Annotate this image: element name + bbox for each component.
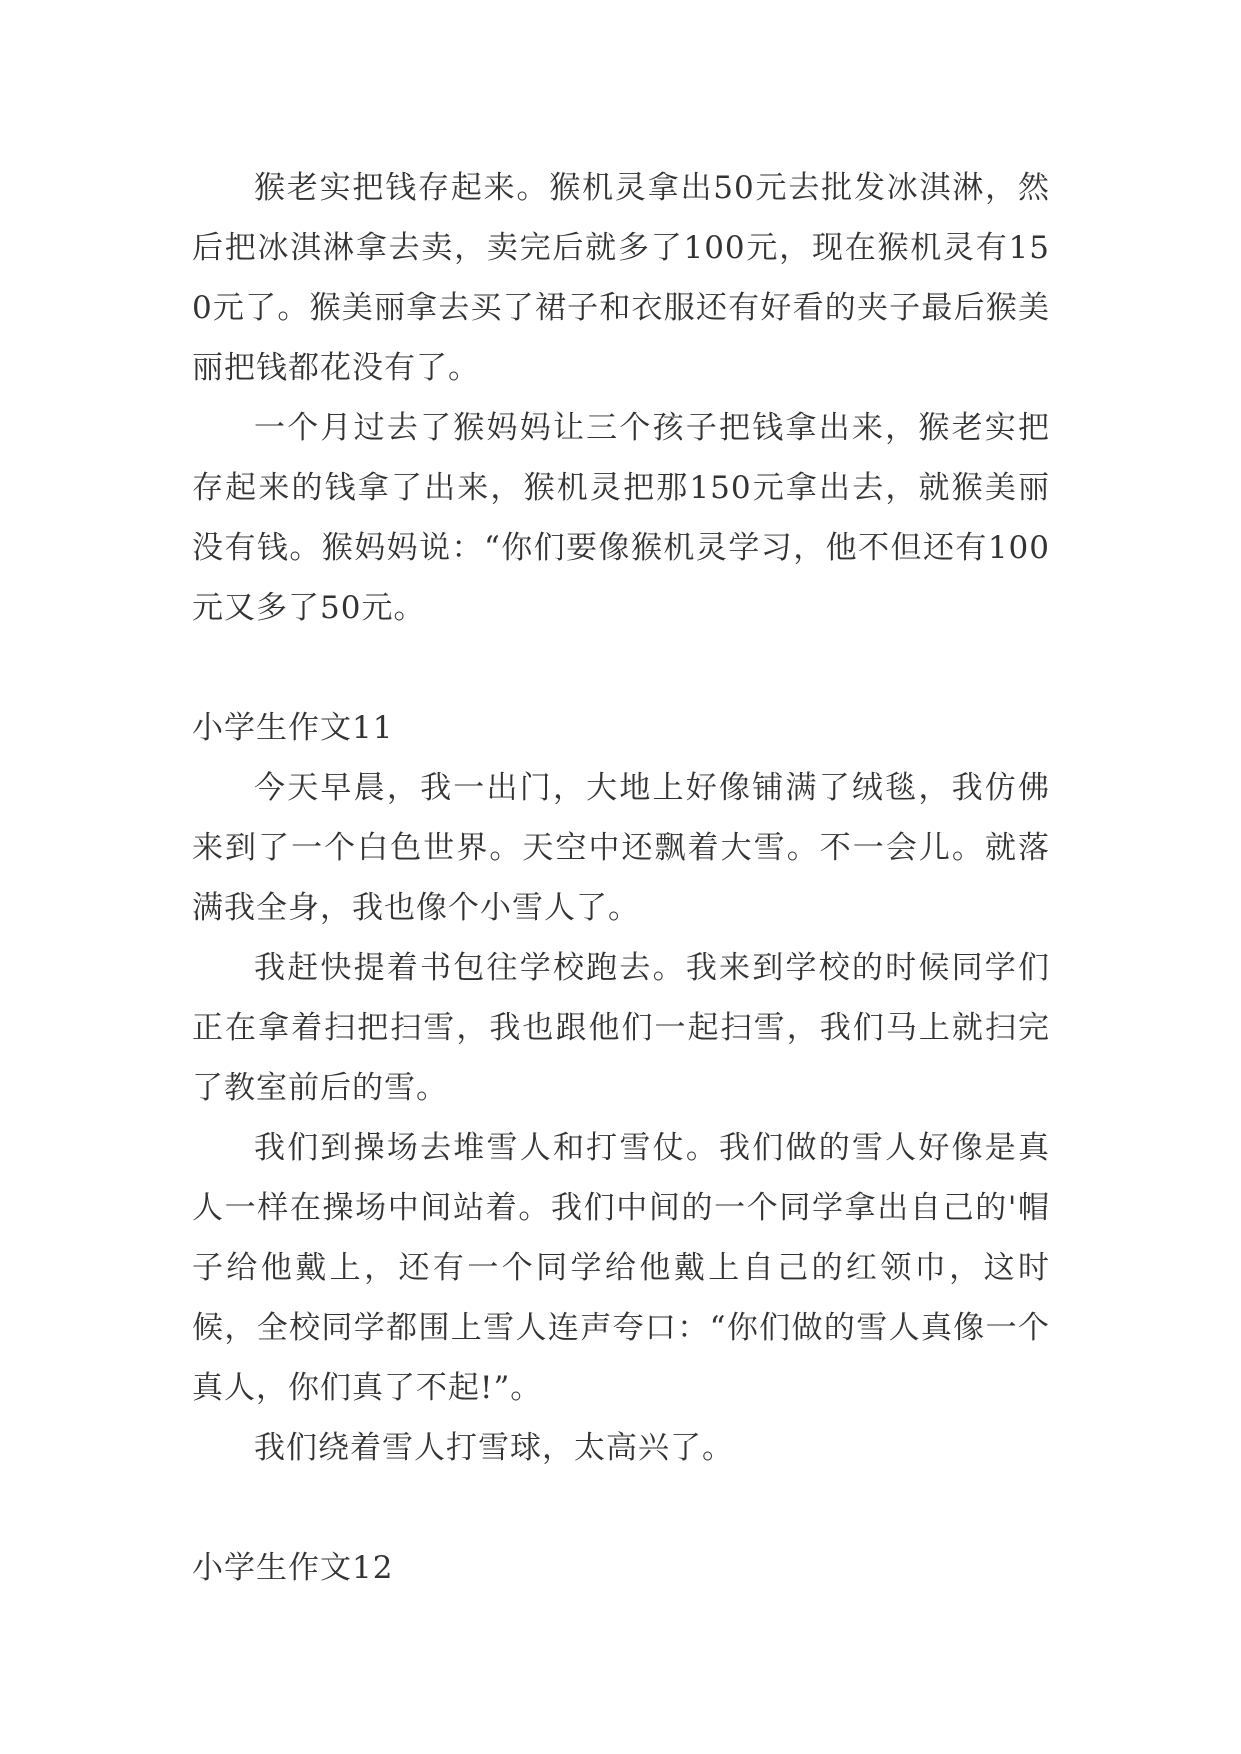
paragraph: 我们到操场去堆雪人和打雪仗。我们做的雪人好像是真人一样在操场中间站着。我们中间的一个同学拿出自己的'帽子给他戴上，还有一个同学给他戴上自己的红领巾，这时候，全校同学都围上雪人连声夸口：“你们做的雪人真像一个真人，你们真了不起!”。 (192, 1130, 1050, 1406)
section-spacer (192, 638, 1050, 698)
essay-content (192, 158, 1050, 1598)
paragraph: 今天早晨，我一出门，大地上好像铺满了绒毯，我仿佛来到了一个白色世界。天空中还飘着大雪。不一会儿。就落满我全身，我也像个小雪人了。 (192, 770, 1050, 926)
section-spacer (192, 1478, 1050, 1538)
paragraph: 我赶快提着书包往学校跑去。我来到学校的时候同学们正在拿着扫把扫雪，我也跟他们一起扫雪，我们马上就扫完了教室前后的雪。 (192, 950, 1050, 1106)
paragraph: 猴老实把钱存起来。猴机灵拿出50元去批发冰淇淋，然后把冰淇淋拿去卖，卖完后就多了100元，现在猴机灵有150元了。猴美丽拿去买了裙子和衣服还有好看的夹子最后猴美丽把钱都花没有了。 (192, 170, 1050, 386)
paragraph: 一个月过去了猴妈妈让三个孩子把钱拿出来，猴老实把存起来的钱拿了出来，猴机灵把那150元拿出去，就猴美丽没有钱。猴妈妈说：“你们要像猴机灵学习，他不但还有100元又多了50元。 (192, 410, 1050, 626)
section-title: 小学生作文11 (192, 710, 394, 746)
section-title: 小学生作文12 (192, 1550, 394, 1586)
paragraph: 我们绕着雪人打雪球，太高兴了。 (254, 1430, 734, 1466)
